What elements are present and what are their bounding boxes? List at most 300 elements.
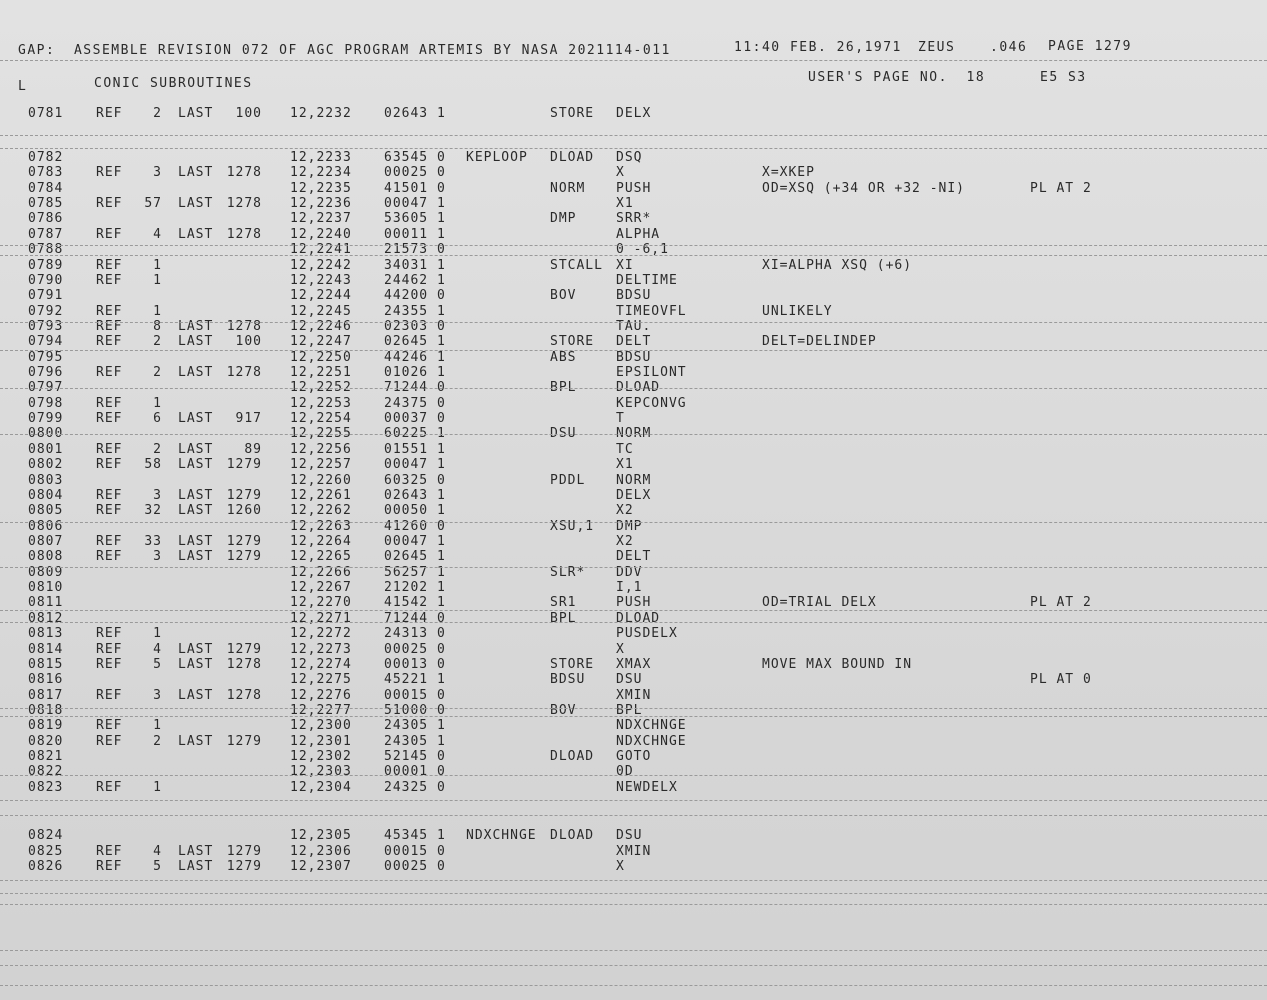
last-marker: LAST xyxy=(178,488,214,503)
address: 12,2250 xyxy=(290,350,352,365)
octal-word: 44200 0 xyxy=(384,288,446,303)
operand: DLOAD xyxy=(616,611,661,626)
last-page: 1278 xyxy=(226,227,262,242)
last-marker: LAST xyxy=(178,688,214,703)
operand: X xyxy=(616,642,625,657)
operand: DELTIME xyxy=(616,273,678,288)
address: 12,2276 xyxy=(290,688,352,703)
ref-count: 2 xyxy=(153,365,162,380)
operand: TAU. xyxy=(616,319,652,334)
last-marker: LAST xyxy=(178,165,214,180)
opcode: XSU,1 xyxy=(550,519,595,534)
user-page-number: USER'S PAGE NO. 18 xyxy=(808,70,986,85)
last-page: 1279 xyxy=(226,642,262,657)
octal-word: 02643 1 xyxy=(384,488,446,503)
last-marker: LAST xyxy=(178,657,214,672)
address: 12,2275 xyxy=(290,672,352,687)
last-marker: LAST xyxy=(178,457,214,472)
address: 12,2236 xyxy=(290,196,352,211)
ref-marker: REF xyxy=(96,442,123,457)
comment: UNLIKELY xyxy=(762,304,833,319)
line-number: 0781 xyxy=(28,106,64,121)
address: 12,2307 xyxy=(290,859,352,874)
operand: DMP xyxy=(616,519,643,534)
address: 12,2254 xyxy=(290,411,352,426)
address: 12,2265 xyxy=(290,549,352,564)
operand: T xyxy=(616,411,625,426)
ref-count: 58 xyxy=(144,457,162,472)
pushlist-note: PL AT 2 xyxy=(1030,181,1092,196)
ref-count: 3 xyxy=(153,165,162,180)
octal-word: 34031 1 xyxy=(384,258,446,273)
line-number: 0793 xyxy=(28,319,64,334)
line-number: 0814 xyxy=(28,642,64,657)
operand: GOTO xyxy=(616,749,652,764)
octal-word: 00047 1 xyxy=(384,196,446,211)
octal-word: 24313 0 xyxy=(384,626,446,641)
line-number: 0816 xyxy=(28,672,64,687)
line-number: 0810 xyxy=(28,580,64,595)
ref-marker: REF xyxy=(96,227,123,242)
address: 12,2271 xyxy=(290,611,352,626)
opcode: BPL xyxy=(550,611,577,626)
operand: X1 xyxy=(616,196,634,211)
octal-word: 41501 0 xyxy=(384,181,446,196)
ref-count: 1 xyxy=(153,626,162,641)
ref-marker: REF xyxy=(96,734,123,749)
operand: X xyxy=(616,165,625,180)
line-number: 0820 xyxy=(28,734,64,749)
ref-marker: REF xyxy=(96,549,123,564)
last-marker: LAST xyxy=(178,534,214,549)
octal-word: 00047 1 xyxy=(384,534,446,549)
printout-rule xyxy=(0,567,1267,568)
operand: DLOAD xyxy=(616,380,661,395)
line-number: 0803 xyxy=(28,473,64,488)
address: 12,2263 xyxy=(290,519,352,534)
last-page: 1279 xyxy=(226,534,262,549)
line-number: 0817 xyxy=(28,688,64,703)
last-page: 1279 xyxy=(226,549,262,564)
operand: SRR* xyxy=(616,211,652,226)
octal-word: 00047 1 xyxy=(384,457,446,472)
ref-count: 33 xyxy=(144,534,162,549)
header-rule xyxy=(0,60,1267,61)
address: 12,2260 xyxy=(290,473,352,488)
address: 12,2234 xyxy=(290,165,352,180)
line-number: 0825 xyxy=(28,844,64,859)
line-number: 0808 xyxy=(28,549,64,564)
listing-version: .046 xyxy=(990,40,1028,55)
line-number: 0809 xyxy=(28,565,64,580)
last-marker: LAST xyxy=(178,442,214,457)
octal-word: 53605 1 xyxy=(384,211,446,226)
ref-marker: REF xyxy=(96,534,123,549)
printout-rule xyxy=(0,716,1267,717)
line-number: 0782 xyxy=(28,150,64,165)
address: 12,2252 xyxy=(290,380,352,395)
operand: BDSU xyxy=(616,288,652,303)
ref-count: 4 xyxy=(153,227,162,242)
last-page: 1278 xyxy=(226,657,262,672)
octal-word: 00025 0 xyxy=(384,165,446,180)
last-page: 1279 xyxy=(226,734,262,749)
symbol-label: KEPLOOP xyxy=(466,150,528,165)
opcode: DLOAD xyxy=(550,150,595,165)
ref-marker: REF xyxy=(96,780,123,795)
ref-count: 4 xyxy=(153,642,162,657)
opcode: DLOAD xyxy=(550,749,595,764)
line-number: 0818 xyxy=(28,703,64,718)
octal-word: 24325 0 xyxy=(384,780,446,795)
ref-marker: REF xyxy=(96,859,123,874)
line-number: 0801 xyxy=(28,442,64,457)
address: 12,2264 xyxy=(290,534,352,549)
ref-count: 8 xyxy=(153,319,162,334)
address: 12,2244 xyxy=(290,288,352,303)
operand: XMIN xyxy=(616,688,652,703)
ref-count: 2 xyxy=(153,442,162,457)
octal-word: 02303 0 xyxy=(384,319,446,334)
printout-rule xyxy=(0,800,1267,801)
ref-count: 1 xyxy=(153,273,162,288)
printout-rule xyxy=(0,322,1267,323)
operand: BDSU xyxy=(616,350,652,365)
operand: DELT xyxy=(616,549,652,564)
ref-marker: REF xyxy=(96,718,123,733)
listing-page-number: PAGE 1279 xyxy=(1048,39,1132,54)
ref-marker: REF xyxy=(96,334,123,349)
ref-marker: REF xyxy=(96,106,123,121)
address: 12,2277 xyxy=(290,703,352,718)
address: 12,2241 xyxy=(290,242,352,257)
line-number: 0804 xyxy=(28,488,64,503)
comment: XI=ALPHA XSQ (+6) xyxy=(762,258,913,273)
ref-count: 1 xyxy=(153,718,162,733)
printout-rule xyxy=(0,622,1267,623)
printout-rule xyxy=(0,950,1267,951)
address: 12,2233 xyxy=(290,150,352,165)
last-marker: LAST xyxy=(178,734,214,749)
last-marker: LAST xyxy=(178,642,214,657)
line-number: 0815 xyxy=(28,657,64,672)
octal-word: 00015 0 xyxy=(384,688,446,703)
octal-word: 00015 0 xyxy=(384,844,446,859)
octal-word: 56257 1 xyxy=(384,565,446,580)
line-number: 0805 xyxy=(28,503,64,518)
address: 12,2261 xyxy=(290,488,352,503)
line-number: 0824 xyxy=(28,828,64,843)
last-marker: LAST xyxy=(178,859,214,874)
ref-marker: REF xyxy=(96,503,123,518)
octal-word: 60325 0 xyxy=(384,473,446,488)
line-number: 0826 xyxy=(28,859,64,874)
octal-word: 63545 0 xyxy=(384,150,446,165)
line-number: 0798 xyxy=(28,396,64,411)
address: 12,2257 xyxy=(290,457,352,472)
operand: XMIN xyxy=(616,844,652,859)
operand: DSQ xyxy=(616,150,643,165)
octal-word: 21573 0 xyxy=(384,242,446,257)
address: 12,2237 xyxy=(290,211,352,226)
opcode: BPL xyxy=(550,380,577,395)
last-page: 917 xyxy=(235,411,262,426)
printout-rule xyxy=(0,775,1267,776)
octal-word: 41260 0 xyxy=(384,519,446,534)
last-marker: LAST xyxy=(178,411,214,426)
address: 12,2267 xyxy=(290,580,352,595)
line-number: 0796 xyxy=(28,365,64,380)
opcode: SR1 xyxy=(550,595,577,610)
printout-rule xyxy=(0,880,1267,881)
ref-marker: REF xyxy=(96,319,123,334)
line-number: 0799 xyxy=(28,411,64,426)
octal-word: 21202 1 xyxy=(384,580,446,595)
last-page: 1278 xyxy=(226,319,262,334)
printout-rule xyxy=(0,350,1267,351)
line-number: 0786 xyxy=(28,211,64,226)
octal-word: 00037 0 xyxy=(384,411,446,426)
line-number: 0802 xyxy=(28,457,64,472)
line-number: 0797 xyxy=(28,380,64,395)
address: 12,2300 xyxy=(290,718,352,733)
address: 12,2302 xyxy=(290,749,352,764)
printout-rule xyxy=(0,148,1267,149)
ref-count: 57 xyxy=(144,196,162,211)
address: 12,2251 xyxy=(290,365,352,380)
octal-word: 71244 0 xyxy=(384,380,446,395)
operand: BPL xyxy=(616,703,643,718)
comment: X=XKEP xyxy=(762,165,815,180)
comment: DELT=DELINDEP xyxy=(762,334,877,349)
ref-marker: REF xyxy=(96,396,123,411)
operand: PUSH xyxy=(616,181,652,196)
octal-word: 00011 1 xyxy=(384,227,446,242)
address: 12,2270 xyxy=(290,595,352,610)
address: 12,2256 xyxy=(290,442,352,457)
opcode: BDSU xyxy=(550,672,586,687)
operand: DELX xyxy=(616,488,652,503)
octal-word: 01551 1 xyxy=(384,442,446,457)
operand: DDV xyxy=(616,565,643,580)
octal-word: 00050 1 xyxy=(384,503,446,518)
line-number: 0807 xyxy=(28,534,64,549)
last-marker: LAST xyxy=(178,196,214,211)
ref-count: 5 xyxy=(153,657,162,672)
ref-count: 4 xyxy=(153,844,162,859)
last-marker: LAST xyxy=(178,549,214,564)
octal-word: 24305 1 xyxy=(384,718,446,733)
last-page: 1278 xyxy=(226,365,262,380)
octal-word: 24462 1 xyxy=(384,273,446,288)
ref-marker: REF xyxy=(96,365,123,380)
ref-count: 3 xyxy=(153,488,162,503)
operand: EPSILONT xyxy=(616,365,687,380)
line-number: 0791 xyxy=(28,288,64,303)
octal-word: 00025 0 xyxy=(384,642,446,657)
listing-title: GAP: ASSEMBLE REVISION 072 OF AGC PROGRAM ARTEMIS BY NASA 2021114-011 xyxy=(18,43,671,58)
operand: NDXCHNGE xyxy=(616,718,687,733)
ref-marker: REF xyxy=(96,258,123,273)
octal-word: 45221 1 xyxy=(384,672,446,687)
last-page: 1279 xyxy=(226,844,262,859)
octal-word: 24305 1 xyxy=(384,734,446,749)
address: 12,2247 xyxy=(290,334,352,349)
last-page: 100 xyxy=(235,334,262,349)
left-marker: L xyxy=(18,79,28,94)
address: 12,2235 xyxy=(290,181,352,196)
ref-count: 1 xyxy=(153,396,162,411)
section-title: CONIC SUBROUTINES xyxy=(94,76,253,91)
opcode: STCALL xyxy=(550,258,603,273)
comment: OD=XSQ (+34 OR +32 -NI) xyxy=(762,181,966,196)
octal-word: 52145 0 xyxy=(384,749,446,764)
ref-marker: REF xyxy=(96,626,123,641)
address: 12,2301 xyxy=(290,734,352,749)
line-number: 0795 xyxy=(28,350,64,365)
ref-marker: REF xyxy=(96,411,123,426)
address: 12,2243 xyxy=(290,273,352,288)
operand: PUSDELX xyxy=(616,626,678,641)
last-page: 1279 xyxy=(226,859,262,874)
operand: NEWDELX xyxy=(616,780,678,795)
printout-rule xyxy=(0,965,1267,966)
address: 12,2255 xyxy=(290,426,352,441)
opcode: BOV xyxy=(550,703,577,718)
octal-word: 00025 0 xyxy=(384,859,446,874)
address: 12,2240 xyxy=(290,227,352,242)
opcode: DLOAD xyxy=(550,828,595,843)
opcode: STORE xyxy=(550,334,595,349)
printout-rule xyxy=(0,985,1267,986)
ref-marker: REF xyxy=(96,657,123,672)
operand: NORM xyxy=(616,473,652,488)
section-code: E5 S3 xyxy=(1040,70,1087,85)
last-page: 100 xyxy=(235,106,262,121)
operand: XMAX xyxy=(616,657,652,672)
operand: X2 xyxy=(616,503,634,518)
ref-marker: REF xyxy=(96,688,123,703)
address: 12,2274 xyxy=(290,657,352,672)
address: 12,2232 xyxy=(290,106,352,121)
line-number: 0806 xyxy=(28,519,64,534)
printout-rule xyxy=(0,904,1267,905)
opcode: SLR* xyxy=(550,565,586,580)
address: 12,2272 xyxy=(290,626,352,641)
operand: 0 -6,1 xyxy=(616,242,669,257)
ref-count: 1 xyxy=(153,304,162,319)
ref-count: 1 xyxy=(153,780,162,795)
octal-word: 41542 1 xyxy=(384,595,446,610)
operand: TIMEOVFL xyxy=(616,304,687,319)
operand: NDXCHNGE xyxy=(616,734,687,749)
ref-count: 2 xyxy=(153,106,162,121)
last-marker: LAST xyxy=(178,319,214,334)
last-page: 1278 xyxy=(226,688,262,703)
octal-word: 02645 1 xyxy=(384,549,446,564)
address: 12,2306 xyxy=(290,844,352,859)
line-number: 0813 xyxy=(28,626,64,641)
address: 12,2246 xyxy=(290,319,352,334)
line-number: 0794 xyxy=(28,334,64,349)
last-marker: LAST xyxy=(178,503,214,518)
operand: DSU xyxy=(616,828,643,843)
line-number: 0783 xyxy=(28,165,64,180)
last-marker: LAST xyxy=(178,106,214,121)
address: 12,2262 xyxy=(290,503,352,518)
ref-count: 3 xyxy=(153,688,162,703)
ref-marker: REF xyxy=(96,488,123,503)
line-number: 0800 xyxy=(28,426,64,441)
octal-word: 02645 1 xyxy=(384,334,446,349)
operand: NORM xyxy=(616,426,652,441)
last-marker: LAST xyxy=(178,844,214,859)
operand: ALPHA xyxy=(616,227,661,242)
last-page: 89 xyxy=(244,442,262,457)
operand: KEPCONVG xyxy=(616,396,687,411)
ref-marker: REF xyxy=(96,642,123,657)
opcode: DMP xyxy=(550,211,577,226)
opcode: PDDL xyxy=(550,473,586,488)
line-number: 0785 xyxy=(28,196,64,211)
printout-rule xyxy=(0,255,1267,256)
line-number: 0812 xyxy=(28,611,64,626)
ref-marker: REF xyxy=(96,196,123,211)
octal-word: 24375 0 xyxy=(384,396,446,411)
opcode: NORM xyxy=(550,181,586,196)
address: 12,2253 xyxy=(290,396,352,411)
line-number: 0787 xyxy=(28,227,64,242)
operand: DELX xyxy=(616,106,652,121)
address: 12,2245 xyxy=(290,304,352,319)
operand: X1 xyxy=(616,457,634,472)
address: 12,2305 xyxy=(290,828,352,843)
printout-rule xyxy=(0,893,1267,894)
last-page: 1278 xyxy=(226,165,262,180)
last-page: 1278 xyxy=(226,196,262,211)
listing-system: ZEUS xyxy=(918,40,956,55)
address: 12,2304 xyxy=(290,780,352,795)
printout-rule xyxy=(0,245,1267,246)
octal-word: 45345 1 xyxy=(384,828,446,843)
octal-word: 00013 0 xyxy=(384,657,446,672)
printout-rule xyxy=(0,135,1267,136)
octal-word: 44246 1 xyxy=(384,350,446,365)
ref-marker: REF xyxy=(96,165,123,180)
operand: X xyxy=(616,859,625,874)
opcode: DSU xyxy=(550,426,577,441)
operand: I,1 xyxy=(616,580,643,595)
ref-marker: REF xyxy=(96,844,123,859)
line-number: 0811 xyxy=(28,595,64,610)
octal-word: 01026 1 xyxy=(384,365,446,380)
comment: OD=TRIAL DELX xyxy=(762,595,877,610)
opcode: ABS xyxy=(550,350,577,365)
operand: DSU xyxy=(616,672,643,687)
ref-count: 3 xyxy=(153,549,162,564)
comment: MOVE MAX BOUND IN xyxy=(762,657,913,672)
listing-timestamp: 11:40 FEB. 26,1971 xyxy=(734,40,902,55)
operand: PUSH xyxy=(616,595,652,610)
octal-word: 60225 1 xyxy=(384,426,446,441)
last-marker: LAST xyxy=(178,334,214,349)
ref-marker: REF xyxy=(96,273,123,288)
printout-rule xyxy=(0,815,1267,816)
opcode: STORE xyxy=(550,657,595,672)
address: 12,2303 xyxy=(290,764,352,779)
printout-rule xyxy=(0,388,1267,389)
line-number: 0822 xyxy=(28,764,64,779)
